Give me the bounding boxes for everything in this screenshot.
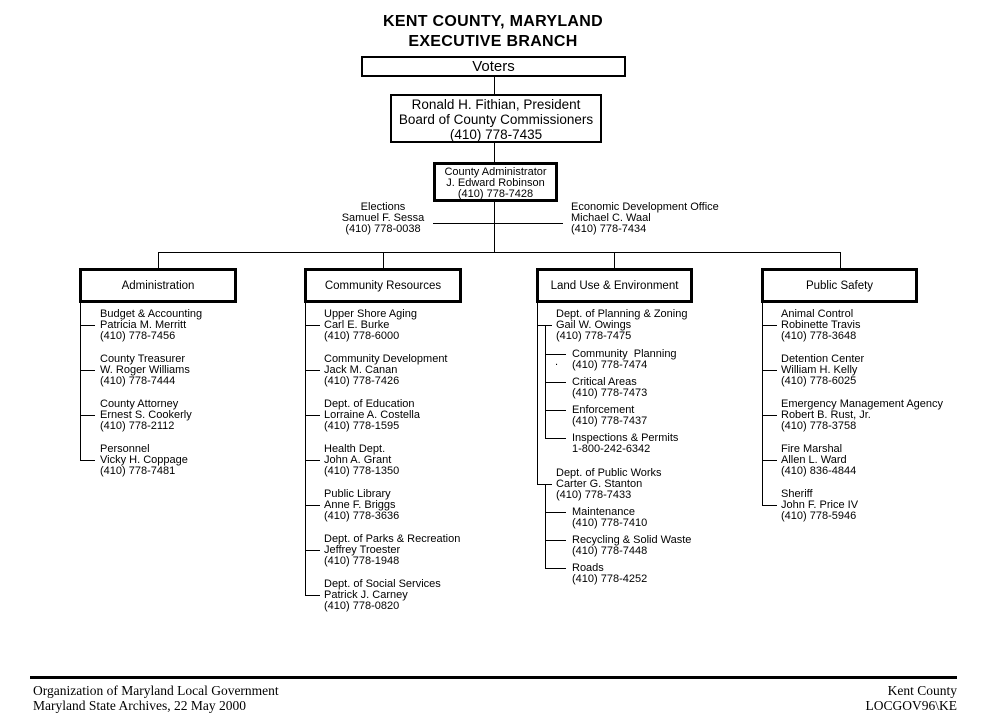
unit-name: Community Development bbox=[324, 353, 448, 365]
unit-phone: (410) 778-6025 bbox=[781, 375, 857, 387]
unit-person: Jack M. Canan bbox=[324, 364, 398, 376]
branch-name: Land Use & Environment bbox=[550, 279, 679, 292]
org-unit bbox=[556, 309, 691, 342]
unit-name: Health Dept. bbox=[324, 443, 386, 455]
unit-person: Michael C. Waal bbox=[571, 212, 651, 224]
commissioners-box bbox=[390, 94, 602, 143]
unit-person: W. Roger Williams bbox=[100, 364, 190, 376]
branch-header-administration bbox=[79, 268, 237, 303]
unit-phone: (410) 778-7448 bbox=[572, 545, 648, 557]
commissioner-title: Board of County Commissioners bbox=[398, 112, 594, 127]
column-administration bbox=[100, 309, 202, 489]
administrator-phone: (410) 778-7428 bbox=[457, 188, 534, 200]
org-unit bbox=[324, 309, 460, 342]
page-title bbox=[0, 12, 986, 52]
unit-name: Enforcement bbox=[572, 404, 635, 416]
org-unit bbox=[556, 468, 691, 501]
unit-phone: 1-800-242-6342 bbox=[572, 443, 651, 455]
connector-administrator-branches bbox=[494, 202, 495, 252]
unit-name: Elections bbox=[360, 201, 406, 213]
branch-name: Public Safety bbox=[805, 279, 874, 292]
unit-person: Jeffrey Troester bbox=[324, 544, 401, 556]
org-unit bbox=[781, 354, 943, 387]
subspine-public-works bbox=[545, 484, 546, 568]
footer-file-code: LOCGOV96\KE bbox=[865, 698, 957, 713]
connector-voters-commissioners bbox=[494, 77, 495, 94]
title-line2: EXECUTIVE BRANCH bbox=[408, 33, 578, 50]
unit-phone: (410) 778-5946 bbox=[781, 510, 857, 522]
org-unit bbox=[324, 579, 460, 612]
unit-name: Dept. of Parks & Recreation bbox=[324, 533, 461, 545]
unit-name: Critical Areas bbox=[572, 376, 637, 388]
unit-phone: (410) 778-7426 bbox=[324, 375, 400, 387]
unit-name: Dept. of Social Services bbox=[324, 578, 441, 590]
org-unit bbox=[781, 489, 943, 522]
economic-development-office bbox=[571, 202, 719, 235]
org-subunit bbox=[572, 433, 691, 455]
unit-phone: (410) 778-2112 bbox=[100, 420, 175, 432]
spine-public-safety bbox=[762, 302, 763, 505]
org-unit bbox=[324, 534, 460, 567]
connector-branch-bus bbox=[158, 252, 841, 253]
unit-phone: (410) 778-1595 bbox=[324, 420, 400, 432]
unit-phone: (410) 778-1948 bbox=[324, 555, 400, 567]
org-unit bbox=[324, 444, 460, 477]
org-unit bbox=[324, 354, 460, 387]
unit-phone: (410) 778-6000 bbox=[324, 330, 400, 342]
unit-name: Animal Control bbox=[781, 308, 854, 320]
column-community-resources bbox=[324, 309, 460, 624]
unit-phone: (410) 778-3758 bbox=[781, 420, 857, 432]
unit-name: Sheriff bbox=[781, 488, 813, 500]
voters-box bbox=[361, 56, 626, 77]
org-unit bbox=[324, 399, 460, 432]
commissioner-phone: (410) 778-7435 bbox=[449, 127, 543, 142]
footer-source-line2: Maryland State Archives, 22 May 2000 bbox=[33, 698, 246, 713]
footer-county: Kent County bbox=[887, 683, 957, 698]
connector-commissioners-administrator bbox=[494, 143, 495, 162]
unit-person: Carl E. Burke bbox=[324, 319, 390, 331]
branch-header-land-use-environment bbox=[536, 268, 693, 303]
branch-name: Community Resources bbox=[324, 279, 442, 292]
unit-name: Fire Marshal bbox=[781, 443, 843, 455]
unit-name: Roads bbox=[572, 562, 604, 574]
unit-person: Allen L. Ward bbox=[781, 454, 847, 466]
stray-mark: . bbox=[555, 356, 559, 368]
unit-phone: (410) 778-7437 bbox=[572, 415, 648, 427]
unit-name: Maintenance bbox=[572, 506, 635, 518]
unit-person: Gail W. Owings bbox=[556, 319, 632, 331]
unit-person: Ernest S. Cookerly bbox=[100, 409, 192, 421]
unit-name: Inspections & Permits bbox=[572, 432, 679, 444]
unit-name: Emergency Management Agency bbox=[781, 398, 944, 410]
unit-phone: (410) 778-7474 bbox=[572, 359, 648, 371]
unit-phone: (410) 778-7410 bbox=[572, 517, 648, 529]
unit-phone: (410) 778-4252 bbox=[572, 573, 648, 585]
org-subunit bbox=[572, 377, 691, 399]
unit-phone: (410) 778-3636 bbox=[324, 510, 400, 522]
connector-staff-offices bbox=[433, 223, 563, 224]
unit-person: Robert B. Rust, Jr. bbox=[781, 409, 871, 421]
voters-label: Voters bbox=[472, 58, 515, 75]
org-unit bbox=[100, 399, 202, 432]
unit-person: Patrick J. Carney bbox=[324, 589, 408, 601]
spine-land-use bbox=[537, 302, 538, 484]
connector-drop-community-resources bbox=[383, 252, 384, 268]
unit-name: Detention Center bbox=[781, 353, 865, 365]
commissioner-name: Ronald H. Fithian, President bbox=[411, 97, 581, 112]
column-public-safety bbox=[781, 309, 943, 534]
unit-name: Dept. of Planning & Zoning bbox=[556, 308, 688, 320]
unit-name: Dept. of Education bbox=[324, 398, 415, 410]
footer-source-line1: Organization of Maryland Local Government bbox=[33, 683, 279, 698]
spine-community-resources bbox=[305, 302, 306, 595]
title-line1: KENT COUNTY, MARYLAND bbox=[383, 13, 603, 30]
administrator-title: County Administrator bbox=[444, 166, 547, 178]
org-unit bbox=[100, 444, 202, 477]
unit-phone: (410) 778-7444 bbox=[100, 375, 176, 387]
connector-drop-land-use bbox=[614, 252, 615, 268]
unit-person: Carter G. Stanton bbox=[556, 478, 643, 490]
footer-source bbox=[33, 683, 279, 713]
unit-person: Samuel F. Sessa bbox=[341, 212, 425, 224]
branch-header-community-resources bbox=[304, 268, 462, 303]
org-unit bbox=[324, 489, 460, 522]
unit-phone: (410) 778-3648 bbox=[781, 330, 857, 342]
unit-phone: (410) 778-7473 bbox=[572, 387, 648, 399]
elections-office bbox=[323, 202, 443, 235]
unit-phone: (410) 778-0820 bbox=[324, 600, 400, 612]
org-subunit bbox=[572, 507, 691, 529]
unit-phone: (410) 836-4844 bbox=[781, 465, 857, 477]
unit-name: Recycling & Solid Waste bbox=[572, 534, 692, 546]
connector-drop-public-safety bbox=[840, 252, 841, 268]
unit-person: Robinette Travis bbox=[781, 319, 861, 331]
org-unit bbox=[100, 309, 202, 342]
org-subunit bbox=[572, 563, 691, 585]
administrator-name: J. Edward Robinson bbox=[446, 177, 545, 189]
unit-name: Economic Development Office bbox=[571, 201, 719, 213]
org-unit bbox=[100, 354, 202, 387]
unit-phone: (410) 778-7475 bbox=[556, 330, 632, 342]
org-unit bbox=[781, 444, 943, 477]
connector-drop-administration bbox=[158, 252, 159, 268]
unit-person: Patricia M. Merritt bbox=[100, 319, 187, 331]
unit-name: Dept. of Public Works bbox=[556, 467, 662, 479]
org-unit bbox=[781, 309, 943, 342]
org-subunit bbox=[572, 535, 691, 557]
unit-name: Community Planning bbox=[572, 348, 677, 360]
unit-name: County Treasurer bbox=[100, 353, 185, 365]
unit-person: John F. Price IV bbox=[781, 499, 859, 511]
unit-person: Lorraine A. Costella bbox=[324, 409, 420, 421]
branch-name: Administration bbox=[121, 279, 195, 292]
footer-reference bbox=[866, 683, 958, 713]
unit-phone: (410) 778-7481 bbox=[100, 465, 176, 477]
unit-name: Public Library bbox=[324, 488, 391, 500]
org-subunit bbox=[572, 405, 691, 427]
unit-phone: (410) 778-7456 bbox=[100, 330, 176, 342]
unit-name: Budget & Accounting bbox=[100, 308, 203, 320]
org-unit bbox=[781, 399, 943, 432]
footer-divider bbox=[30, 676, 957, 679]
unit-person: William H. Kelly bbox=[781, 364, 858, 376]
unit-phone: (410) 778-7434 bbox=[571, 223, 647, 235]
unit-phone: (410) 778-1350 bbox=[324, 465, 400, 477]
org-subunit bbox=[572, 349, 691, 371]
unit-name: Personnel bbox=[100, 443, 150, 455]
unit-person: John A. Grant bbox=[324, 454, 392, 466]
unit-phone: (410) 778-0038 bbox=[345, 223, 421, 235]
unit-phone: (410) 778-7433 bbox=[556, 489, 632, 501]
unit-name: Upper Shore Aging bbox=[324, 308, 417, 320]
unit-person: Vicky H. Coppage bbox=[100, 454, 188, 466]
column-land-use-environment bbox=[556, 309, 691, 591]
branch-header-public-safety bbox=[761, 268, 918, 303]
unit-person: Anne F. Briggs bbox=[324, 499, 396, 511]
unit-name: County Attorney bbox=[100, 398, 179, 410]
county-administrator-box bbox=[433, 162, 558, 202]
